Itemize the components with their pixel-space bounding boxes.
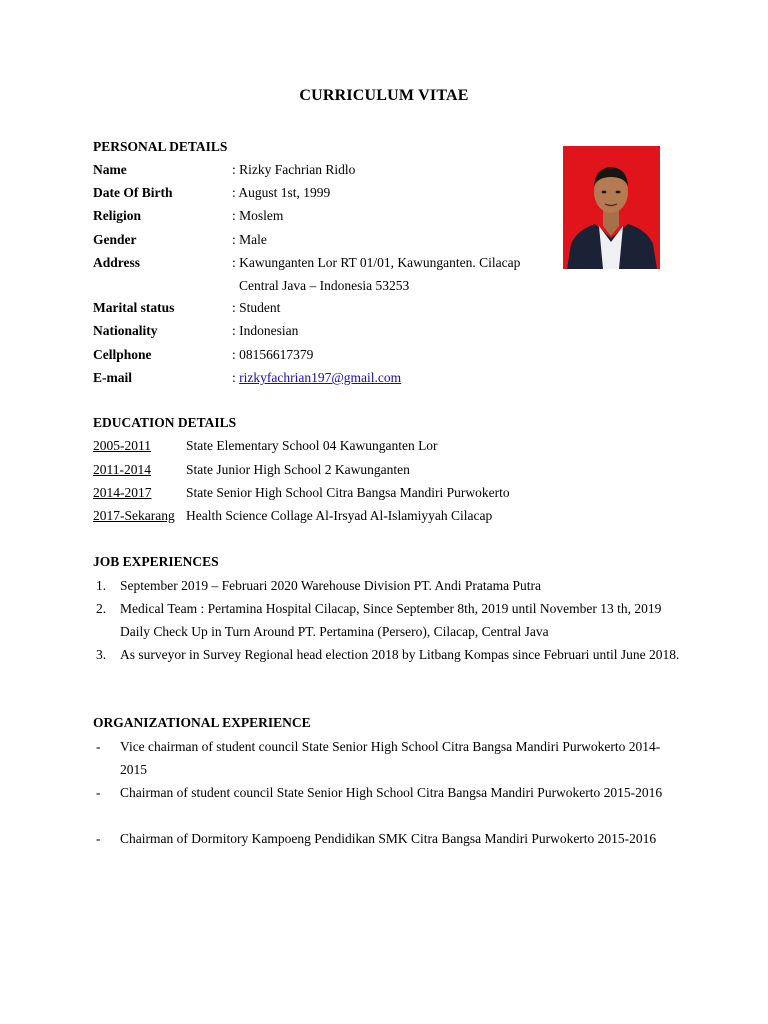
field-label: Name (93, 162, 127, 177)
field-label: Nationality (93, 323, 158, 338)
person-portrait-icon (563, 146, 660, 269)
field-value: : Moslem (232, 208, 284, 223)
education-details-heading: EDUCATION DETAILS (93, 415, 237, 430)
education-years: 2014-2017 (93, 485, 152, 500)
field-value: : Male (232, 232, 267, 247)
profile-photo (563, 146, 660, 269)
field-label: Marital status (93, 300, 175, 315)
org-text: Vice chairman of student council State Senior High School Citra Bangsa Mandiri Purwokerto 2014-2015 (120, 739, 661, 777)
education-school: State Junior High School 2 Kawunganten (186, 462, 410, 477)
education-years: 2011-2014 (93, 462, 151, 477)
list-dash: - (96, 785, 101, 800)
list-dash: - (96, 831, 101, 846)
job-text: September 2019 – Februari 2020 Warehouse Division PT. Andi Pratama Putra (120, 578, 541, 593)
email-link[interactable]: rizkyfachrian197@gmail.com (239, 370, 402, 385)
organizational-experience-heading: ORGANIZATIONAL EXPERIENCE (93, 715, 311, 730)
field-value: : Student (232, 300, 281, 315)
field-label: Religion (93, 208, 142, 223)
education-school: State Elementary School 04 Kawunganten Lor (186, 438, 438, 453)
list-number: 2. (96, 601, 107, 616)
list-number: 3. (96, 647, 107, 662)
field-label: Date Of Birth (93, 185, 173, 200)
personal-details-heading: PERSONAL DETAILS (93, 139, 228, 154)
field-label: Cellphone (93, 347, 152, 362)
list-dash: - (96, 739, 101, 754)
field-value (232, 368, 401, 388)
field-value: : Indonesian (232, 323, 299, 338)
field-value: : Kawunganten Lor RT 01/01, Kawunganten. Cilacap (232, 255, 521, 270)
education-years: 2017-Sekarang (93, 508, 175, 523)
org-text: Chairman of student council State Senior High School Citra Bangsa Mandiri Purwokerto 2015-2016 (120, 785, 663, 800)
education-years: 2005-2011 (93, 438, 151, 453)
field-value: : August 1st, 1999 (232, 185, 331, 200)
education-school: State Senior High School Citra Bangsa Mandiri Purwokerto (186, 485, 510, 500)
field-label: Address (93, 255, 141, 270)
field-label: Gender (93, 232, 137, 247)
field-label: E-mail (93, 370, 132, 385)
field-value: Central Java – Indonesia 53253 (239, 278, 410, 293)
field-value: : 08156617379 (232, 347, 314, 362)
document-title: CURRICULUM VITAE (299, 87, 469, 104)
org-text: Chairman of Dormitory Kampoeng Pendidikan SMK Citra Bangsa Mandiri Purwokerto 2015-2016 (120, 831, 657, 846)
education-school: Health Science Collage Al-Irsyad Al-Islamiyyah Cilacap (186, 508, 493, 523)
field-value: : Rizky Fachrian Ridlo (232, 162, 356, 177)
email-colon: : (232, 370, 240, 385)
list-number: 1. (96, 578, 107, 593)
job-text: Medical Team : Pertamina Hospital Cilacap, Since September 8th, 2019 until November 13 th, 2019 Daily Check Up in Turn Around PT. Pertamina (Persero), Cilacap, Central Java (120, 601, 662, 639)
job-experiences-heading: JOB EXPERIENCES (93, 554, 219, 569)
job-text: As surveyor in Survey Regional head election 2018 by Litbang Kompas since Februari until June 2018. (120, 647, 680, 662)
